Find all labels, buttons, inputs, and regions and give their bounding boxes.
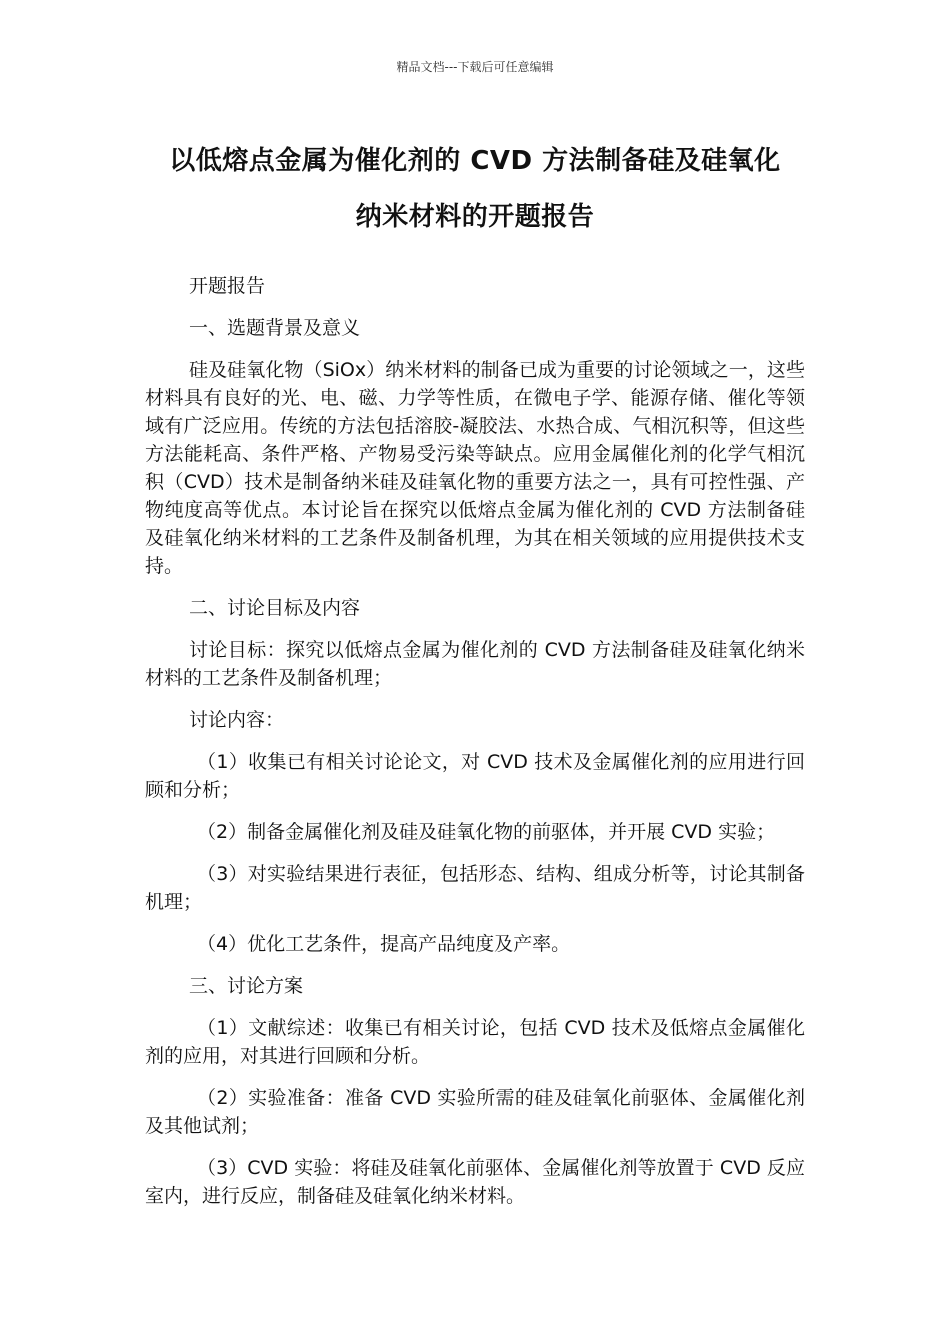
section-3-item-3: （3）CVD 实验：将硅及硅氧化前驱体、金属催化剂等放置于 CVD 反应室内，进行反应，制备硅及硅氧化纳米材料。	[145, 1157, 805, 1207]
section-2-item-4: （4）优化工艺条件，提高产品纯度及产率。	[197, 933, 571, 955]
document-body	[145, 272, 805, 1224]
section-2-content-label: 讨论内容：	[189, 709, 285, 731]
section-3-item-1: （1）文献综述：收集已有相关讨论，包括 CVD 技术及低熔点金属催化剂的应用，对其进行回顾和分析。	[145, 1017, 805, 1067]
report-label: 开题报告	[189, 275, 266, 297]
section-2-goal: 讨论目标：探究以低熔点金属为催化剂的 CVD 方法制备硅及硅氧化纳米材料的工艺条件及制备机理；	[145, 639, 805, 689]
section-1-heading: 一、选题背景及意义	[189, 317, 361, 339]
section-3-heading: 三、讨论方案	[189, 975, 304, 997]
page-title-line-2: 纳米材料的开题报告	[355, 202, 595, 232]
section-3-item-2: （2）实验准备：准备 CVD 实验所需的硅及硅氧化前驱体、金属催化剂及其他试剂；	[145, 1087, 805, 1137]
section-2-item-1: （1）收集已有相关讨论论文，对 CVD 技术及金属催化剂的应用进行回顾和分析；	[145, 751, 805, 801]
section-2-item-3: （3）对实验结果进行表征，包括形态、结构、组成分析等，讨论其制备机理；	[145, 863, 805, 913]
section-1-paragraph: 硅及硅氧化物（SiOx）纳米材料的制备已成为重要的讨论领域之一，这些材料具有良好的光、电、磁、力学等性质，在微电子学、能源存储、催化等领域有广泛应用。传统的方法包括溶胶-凝胶法、水热合成、气相沉积等，但这些方法能耗高、条件严格、产物易受污染等缺点。应用金属催化剂的化学气相沉积（CVD）技术是制备纳米硅及硅氧化物的重要方法之一，具有可控性强、产物纯度高等优点。本讨论旨在探究以低熔点金属为催化剂的 CVD 方法制备硅及硅氧化纳米材料的工艺条件及制备机理，为其在相关领域的应用提供技术支持。	[145, 359, 805, 577]
page-title-line-1: 以低熔点金属为催化剂的 CVD 方法制备硅及硅氧化	[169, 146, 781, 176]
header-note: 精品文档---下载后可任意编辑	[396, 60, 554, 74]
section-2-item-2: （2）制备金属催化剂及硅及硅氧化物的前驱体，并开展 CVD 实验；	[197, 821, 776, 843]
section-2-heading: 二、讨论目标及内容	[189, 597, 361, 619]
